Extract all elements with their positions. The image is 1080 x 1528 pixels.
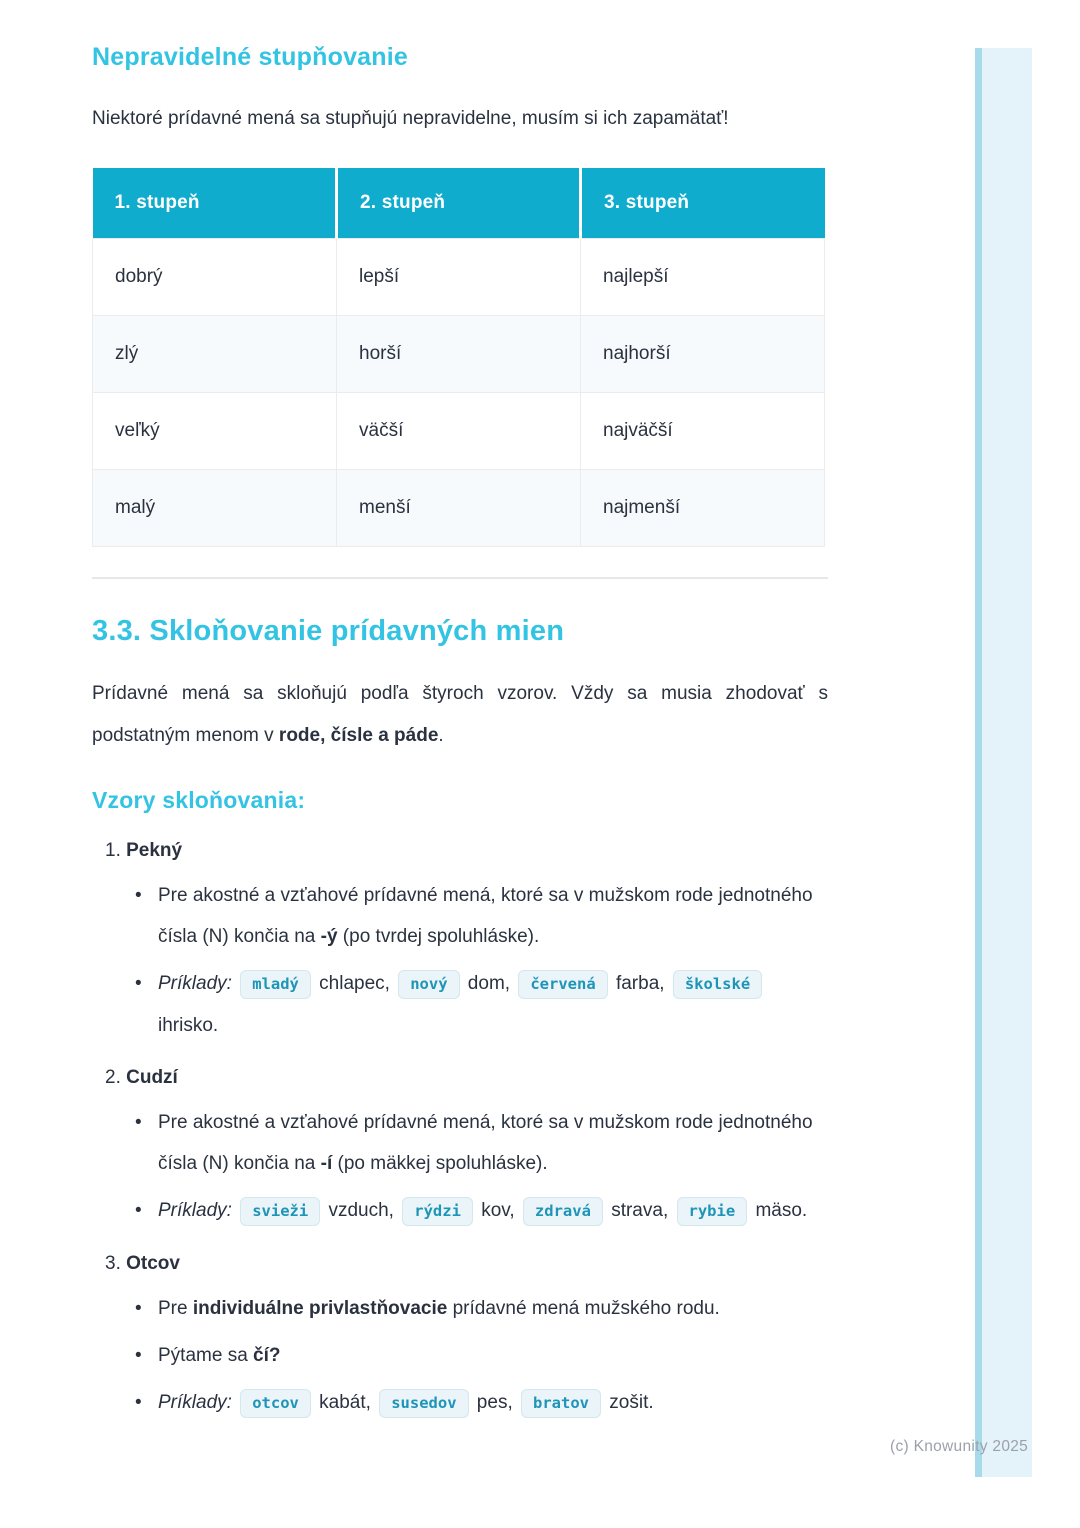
- pattern-bullet-list: [105, 1288, 828, 1424]
- table-cell: väčší: [337, 393, 581, 470]
- bold-text: rode, čísle a páde: [278, 725, 439, 746]
- bullet-icon: •: [135, 1298, 142, 1319]
- pattern-title: [105, 1252, 828, 1276]
- bullet-icon: •: [135, 1345, 142, 1366]
- pattern-title: [105, 1066, 828, 1090]
- pattern-name: Otcov: [126, 1253, 180, 1274]
- bold-text: -í: [320, 1153, 333, 1174]
- text-segment: Pre: [158, 1298, 193, 1319]
- declension-intro-paragraph: [92, 673, 828, 757]
- bullet-icon: •: [135, 1112, 142, 1133]
- pattern-item: [105, 1066, 828, 1232]
- text-segment: vzduch,: [323, 1200, 400, 1221]
- bold-text: -ý: [320, 926, 338, 947]
- text-segment: zošit.: [604, 1392, 654, 1413]
- table-cell: najväčší: [581, 393, 825, 470]
- pattern-bullet: [105, 875, 828, 957]
- pattern-name: Pekný: [126, 840, 183, 861]
- text-segment: chlapec,: [313, 973, 396, 994]
- text-segment: farba,: [610, 973, 670, 994]
- text-segment: Pre akostné a vzťahové prídavné mená, ktoré sa v mužskom rode jednotného čísla (N) končia na: [158, 1112, 813, 1174]
- table-cell: menší: [337, 470, 581, 547]
- pattern-bullet-list: [105, 1102, 828, 1232]
- text-segment: kabát,: [313, 1392, 377, 1413]
- table-cell: najmenší: [581, 470, 825, 547]
- pattern-number: 1.: [105, 840, 127, 861]
- code-tag: červená: [518, 970, 607, 999]
- bold-text: individuálne privlastňovacie: [192, 1298, 448, 1319]
- pattern-title: [105, 839, 828, 863]
- irregular-intro-paragraph: Niektoré prídavné mená sa stupňujú nepravidelne, musím si ich zapamätať!: [92, 108, 729, 129]
- table-cell: veľký: [93, 393, 337, 470]
- table-cell: malý: [93, 470, 337, 547]
- pattern-name: Cudzí: [126, 1067, 178, 1088]
- code-tag: zdravá: [523, 1197, 603, 1226]
- section-heading-irregular-comparison: Nepravidelné stupňovanie: [92, 43, 408, 71]
- code-tag: rybie: [677, 1197, 748, 1226]
- declension-patterns-list: [92, 839, 828, 1424]
- table-row: [93, 470, 825, 547]
- text-segment: Pre akostné a vzťahové prídavné mená, ktoré sa v mužskom rode jednotného čísla (N) končia na: [158, 885, 813, 947]
- bullet-icon: •: [135, 1200, 142, 1221]
- code-tag: susedov: [379, 1389, 468, 1418]
- table-row: [93, 393, 825, 470]
- bullet-icon: •: [135, 973, 142, 994]
- pattern-bullet: [105, 1102, 828, 1184]
- bold-text: čí?: [253, 1345, 281, 1366]
- pattern-bullet: [105, 1190, 828, 1232]
- table-header-row: [93, 168, 825, 239]
- bullet-icon: •: [135, 1392, 142, 1413]
- text-segment: (po tvrdej spoluhláske).: [337, 926, 540, 947]
- table-cell: dobrý: [93, 239, 337, 316]
- right-margin-stripe: [975, 48, 1032, 1477]
- text-segment: [232, 1392, 237, 1413]
- text-segment: kov,: [475, 1200, 520, 1221]
- table-cell: najhorší: [581, 316, 825, 393]
- text-segment: ihrisko.: [158, 1015, 219, 1036]
- table-cell: lepší: [337, 239, 581, 316]
- text-segment: [232, 1200, 237, 1221]
- pattern-item: [105, 839, 828, 1046]
- italic-text: Príklady:: [158, 1200, 232, 1221]
- code-tag: nový: [398, 970, 459, 999]
- code-tag: školské: [673, 970, 762, 999]
- code-tag: mladý: [240, 970, 311, 999]
- section-divider: [92, 577, 828, 579]
- code-tag: otcov: [240, 1389, 311, 1418]
- table-row: [93, 239, 825, 316]
- subsection-heading-patterns: Vzory skloňovania:: [92, 787, 306, 813]
- text-segment: Prídavné mená sa skloňujú podľa štyroch vzorov. Vždy sa musia zhodovať s podstatným menom v: [92, 683, 828, 746]
- text-segment: Pýtame sa: [158, 1345, 254, 1366]
- text-segment: strava,: [605, 1200, 674, 1221]
- code-tag: rýdzi: [402, 1197, 473, 1226]
- text-segment: pes,: [471, 1392, 519, 1413]
- pattern-bullet: [105, 1382, 828, 1424]
- copyright-footer: (c) Knowunity 2025: [890, 1438, 1029, 1455]
- table-row: [93, 316, 825, 393]
- code-tag: svieži: [240, 1197, 320, 1226]
- table-header-cell: 3. stupeň: [581, 168, 825, 239]
- table-cell: zlý: [93, 316, 337, 393]
- pattern-bullet: [105, 1288, 828, 1329]
- table-cell: horší: [337, 316, 581, 393]
- text-segment: [232, 973, 237, 994]
- pattern-item: [105, 1252, 828, 1424]
- table-header-cell: 1. stupeň: [93, 168, 337, 239]
- text-segment: (po mäkkej spoluhláske).: [332, 1153, 548, 1174]
- text-segment: prídavné mená mužského rodu.: [447, 1298, 720, 1319]
- bullet-icon: •: [135, 885, 142, 906]
- table-header-cell: 2. stupeň: [337, 168, 581, 239]
- pattern-number: 2.: [105, 1067, 127, 1088]
- text-segment: .: [438, 725, 444, 746]
- pattern-number: 3.: [105, 1253, 127, 1274]
- document-content: [92, 42, 828, 1444]
- pattern-bullet-list: [105, 875, 828, 1046]
- comparison-degrees-table: [92, 168, 825, 547]
- table-head: [93, 168, 825, 239]
- table-cell: najlepší: [581, 239, 825, 316]
- italic-text: Príklady:: [158, 1392, 232, 1413]
- text-segment: mäso.: [750, 1200, 808, 1221]
- code-tag: bratov: [521, 1389, 601, 1418]
- pattern-bullet: [105, 1335, 828, 1376]
- italic-text: Príklady:: [158, 973, 232, 994]
- pattern-bullet: [105, 963, 828, 1046]
- section-heading-declension: 3.3. Skloňovanie prídavných mien: [92, 615, 565, 647]
- text-segment: dom,: [462, 973, 516, 994]
- table-body: [93, 239, 825, 547]
